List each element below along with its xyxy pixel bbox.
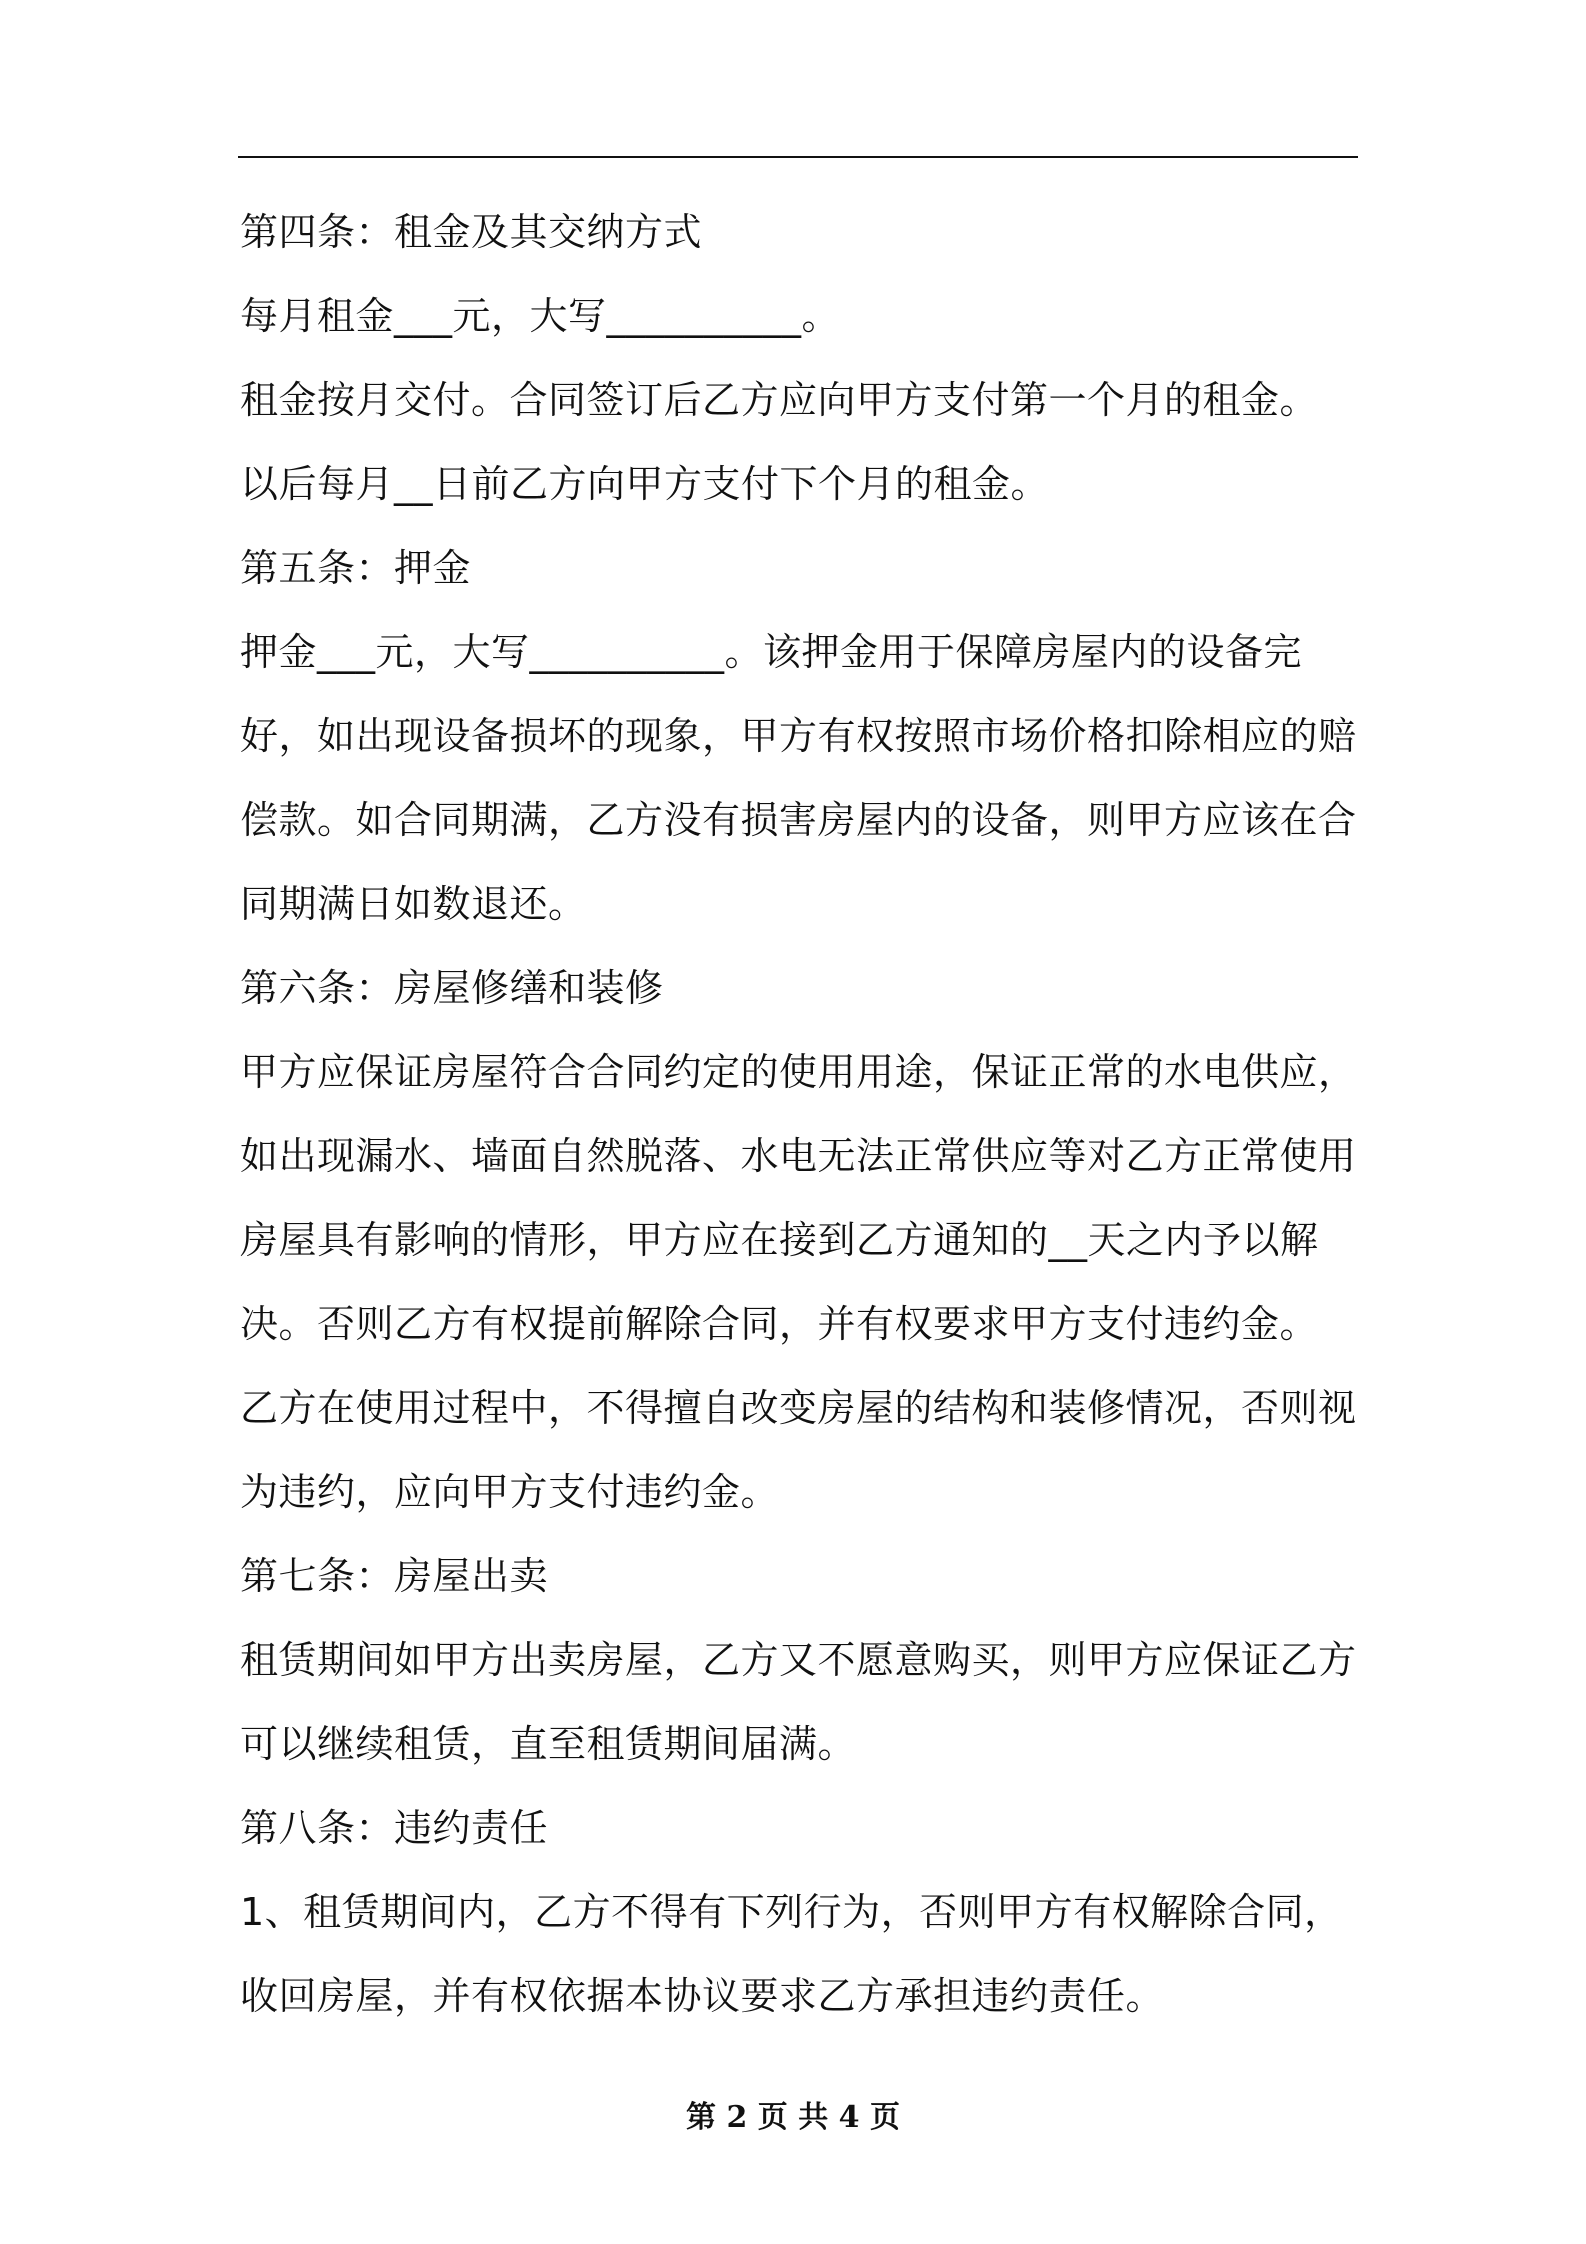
paragraph: 每月租金___元，大写__________。 xyxy=(240,294,841,338)
paragraph: 甲方应保证房屋符合合同约定的使用用途，保证正常的水电供应，如出现漏水、墙面自然脱落、水电无法正常供应等对乙方正常使用房屋具有影响的情形，甲方应在接到乙方通知的__天之内予以解决。否则乙方有权提前解除合同，并有权要求甲方支付违约金。 xyxy=(240,1050,1357,1346)
page-number-footer: 第 2 页 共 4 页 xyxy=(686,2100,900,2135)
section-heading-4: 第四条：租金及其交纳方式 xyxy=(240,210,703,254)
section-heading-7: 第七条：房屋出卖 xyxy=(240,1554,549,1598)
paragraph: 1、租赁期间内，乙方不得有下列行为，否则甲方有权解除合同，收回房屋，并有权依据本协议要求乙方承担违约责任。 xyxy=(240,1890,1343,2018)
section-heading-8: 第八条：违约责任 xyxy=(240,1806,549,1850)
paragraph: 押金___元，大写__________。该押金用于保障房屋内的设备完好，如出现设备损坏的现象，甲方有权按照市场价格扣除相应的赔偿款。如合同期满，乙方没有损害房屋内的设备，则甲方应该在合同期满日如数退还。 xyxy=(240,630,1357,926)
paragraph: 租金按月交付。合同签订后乙方应向甲方支付第一个月的租金。 xyxy=(240,378,1319,422)
paragraph: 乙方在使用过程中，不得擅自改变房屋的结构和装修情况，否则视为违约，应向甲方支付违约金。 xyxy=(240,1386,1357,1514)
document-body xyxy=(240,190,1360,2038)
header-rule xyxy=(238,156,1358,158)
section-heading-5: 第五条：押金 xyxy=(240,546,472,590)
paragraph: 租赁期间如甲方出卖房屋，乙方又不愿意购买，则甲方应保证乙方可以继续租赁，直至租赁期间届满。 xyxy=(240,1638,1357,1766)
paragraph: 以后每月__日前乙方向甲方支付下个月的租金。 xyxy=(240,462,1050,506)
section-heading-6: 第六条：房屋修缮和装修 xyxy=(240,966,664,1010)
